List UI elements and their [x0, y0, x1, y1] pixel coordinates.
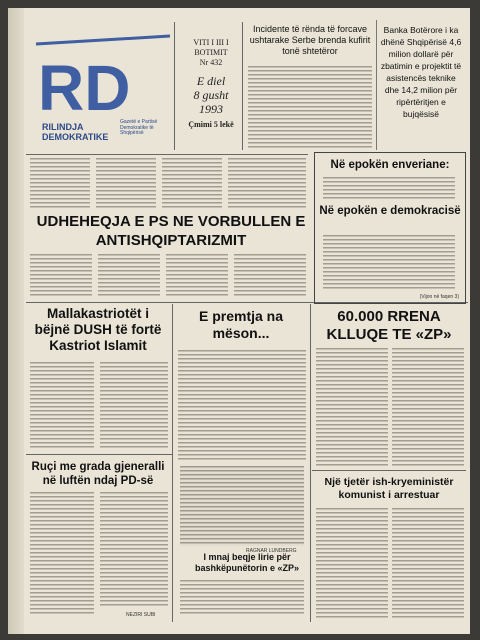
headline-ex-pm-arrest: Një tjetër ish-kryeministër komunist i arrestuar — [324, 476, 454, 501]
article-text — [392, 508, 464, 618]
headline-ruci: Ruçi me grada gjeneralli në luftën ndaj PD-së — [31, 461, 165, 487]
lead-headline: UDHEHEQJA E PS NE VORBULLEN E ANTISHQIPTARIZMIT — [36, 213, 306, 249]
article-text — [30, 254, 92, 298]
article-text — [234, 254, 306, 298]
article-text — [316, 348, 388, 466]
article-text-serb — [248, 66, 372, 148]
issue-date: 8 gusht — [193, 88, 229, 102]
article-text — [98, 254, 160, 298]
box-title-democracy: Në epokën e demokracisë — [319, 205, 461, 217]
article-text — [30, 492, 94, 616]
headline-beqje: I mnaj beqje lirie për bashkëpunëtorin e «ZP» — [194, 552, 300, 573]
article-text — [178, 350, 306, 462]
headline-premtja: E premtja na mëson... — [198, 308, 284, 341]
article-text — [180, 466, 304, 546]
masthead-name-line2: DEMOKRATIKE — [42, 132, 109, 142]
divider — [26, 454, 172, 455]
article-text — [392, 348, 464, 466]
article-text — [100, 362, 168, 450]
article-text-block — [180, 466, 304, 546]
masthead-subtitle: Gazetë e Partisë Demokratike të Shqipërisë — [120, 119, 158, 136]
divider — [310, 304, 311, 622]
issue-number: Nr 432 — [199, 58, 223, 67]
issue-block — [178, 38, 244, 130]
article-text — [316, 508, 388, 618]
issue-year: 1993 — [199, 102, 223, 116]
box-text — [323, 177, 455, 201]
article-text — [228, 158, 306, 210]
box-text — [323, 235, 455, 291]
box-title-enverian: Në epokën enveriane: — [330, 159, 450, 171]
headline-serb-incidents: Incidente të rënda të forcave ushtarake Serbe brenda kufirit tonë shtetëror — [249, 24, 371, 56]
masthead-name — [42, 122, 108, 142]
logo-letters: RD — [38, 52, 131, 124]
byline-left: NEZIRI SUBI — [126, 612, 156, 618]
epoch-comparison-box — [314, 152, 466, 304]
box-continuation: (Vijon në faqen 3) — [419, 294, 459, 300]
masthead-name-line1: RILINDJA — [42, 122, 84, 132]
divider — [174, 22, 175, 150]
world-bank-box: Banka Botërore i ka dhënë Shqipërisë 4,6 milion dollarë për zbatimin e projektit të asistencës teknike dhe 14,2 milion për ripërtëritjen e bujqësisë — [380, 25, 462, 119]
binding-spine — [8, 8, 24, 634]
article-text — [162, 158, 222, 210]
headline-rrena: 60.000 RRENA KLLUQE TE «ZP» — [326, 308, 452, 343]
article-text — [166, 254, 228, 298]
article-text — [180, 580, 304, 616]
headline-mallakastra: Mallakastriotët i bëjnë DUSH të fortë Kastriot Islamit — [34, 306, 162, 353]
article-text — [96, 158, 156, 210]
divider — [172, 304, 173, 622]
issue-volume: VITI I III I BOTIMIT — [193, 38, 229, 57]
divider — [242, 22, 243, 150]
byline-right: RAGNAR LUNDBERG — [246, 548, 297, 554]
article-text — [30, 158, 90, 210]
article-text — [100, 492, 168, 608]
issue-price: Çmimi 5 lekë — [188, 120, 234, 129]
article-text — [30, 362, 94, 450]
newspaper-page — [8, 8, 470, 634]
issue-weekday: E diel — [196, 74, 226, 88]
divider — [312, 470, 466, 471]
divider — [26, 154, 308, 155]
